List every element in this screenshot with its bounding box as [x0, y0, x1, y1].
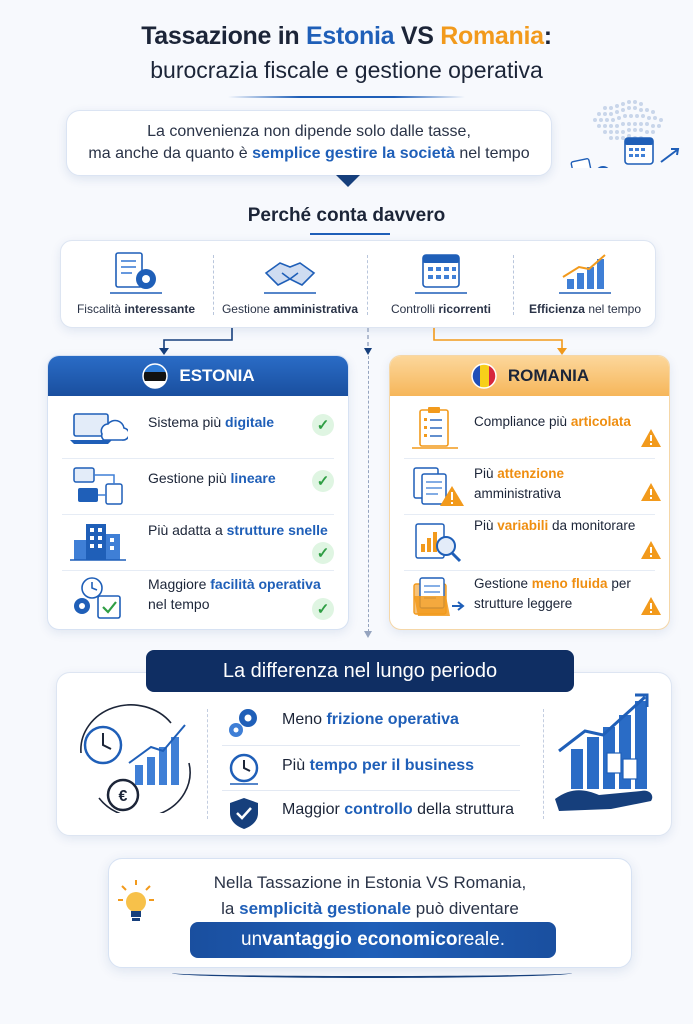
check-icon: ✓ — [312, 470, 334, 492]
romania-text-articolata — [474, 412, 649, 432]
why-label-controlli — [369, 302, 513, 316]
intro-line-2 — [67, 143, 551, 165]
center-arrow-icon — [363, 630, 373, 640]
why-label-bold: ricorrenti — [438, 302, 492, 316]
romania-header-label: ROMANIA — [507, 366, 590, 385]
connector-arrows — [0, 328, 693, 358]
warning-icon — [640, 596, 662, 616]
romania-row-attenzione — [390, 458, 669, 514]
row-prefix: Più adatta a — [148, 522, 227, 538]
romania-text-variabili — [474, 516, 649, 536]
romania-header — [390, 356, 669, 396]
row-suffix: da monitorare — [548, 518, 636, 533]
estonia-text-lineare — [148, 468, 338, 488]
title-divider — [228, 96, 465, 98]
why-item-controlli — [369, 241, 513, 329]
lt-left-divider — [207, 709, 208, 819]
conclusion-line-1: Nella Tassazione in Estonia VS Romania, — [213, 873, 527, 892]
row-highlight: attenzione — [497, 466, 565, 481]
why-separator — [367, 255, 368, 315]
row-prefix: Maggior — [282, 801, 345, 818]
row-highlight: articolata — [570, 414, 631, 429]
row-highlight: lineare — [230, 470, 276, 486]
pill-prefix: un — [241, 929, 263, 950]
row-suffix: nel tempo — [148, 596, 210, 612]
check-icon: ✓ — [312, 598, 334, 620]
clipboard-icon — [408, 404, 468, 452]
why-label-prefix: Fiscalità — [76, 302, 125, 316]
warning-icon — [640, 482, 662, 502]
row-highlight: facilità operativa — [210, 576, 321, 592]
row-suffix: amministrativa — [474, 486, 562, 501]
title-vs: VS — [394, 22, 441, 50]
row-prefix: Più — [282, 757, 310, 774]
clock-icon — [226, 752, 262, 786]
why-item-gestione — [215, 241, 365, 329]
title-line-2: burocrazia fiscale e gestione operativa — [150, 57, 543, 83]
romania-row-variabili — [390, 514, 669, 570]
row-prefix: Maggiore — [148, 576, 211, 592]
workflow-icon — [68, 462, 128, 510]
title-estonia: Estonia — [306, 22, 395, 50]
clock-gear-icon — [68, 574, 128, 622]
row-highlight: controllo — [344, 801, 413, 818]
row-highlight: strutture snelle — [226, 522, 328, 538]
warning-icon — [640, 428, 662, 448]
row-highlight: meno fluida — [531, 576, 608, 591]
conclusion-prefix: la — [221, 899, 240, 918]
document-gear-icon — [104, 249, 168, 297]
row-suffix: della struttura — [412, 801, 515, 818]
conclusion-pill — [190, 922, 556, 958]
warning-icon — [640, 540, 662, 560]
row-highlight: digitale — [225, 414, 275, 430]
estonia-row-digitale — [48, 400, 348, 456]
bubble-pointer — [336, 175, 360, 187]
romania-text-fluida — [474, 574, 649, 614]
why-item-fiscalita — [61, 241, 211, 329]
shield-check-icon — [226, 796, 262, 830]
intro-highlight: semplice gestire la società — [252, 145, 455, 162]
page-title — [0, 22, 693, 84]
row-highlight: tempo per il business — [309, 757, 475, 774]
lt-text-frizione — [282, 711, 459, 729]
row-divider — [222, 745, 520, 746]
lt-row-frizione — [226, 702, 520, 742]
estonia-header — [48, 356, 348, 396]
why-divider — [310, 233, 390, 235]
why-label-bold: amministrativa — [273, 302, 359, 316]
conclusion-highlight: semplicità gestionale — [239, 899, 412, 918]
estonia-text-facilita — [148, 574, 338, 614]
center-dashed-line — [368, 356, 369, 632]
conclusion-line-2 — [109, 899, 631, 919]
why-separator — [213, 255, 214, 315]
hand-growth-chart-icon — [551, 691, 665, 819]
title-romania: Romania — [440, 22, 544, 50]
row-highlight: variabili — [497, 518, 549, 533]
row-prefix: Gestione — [474, 576, 532, 591]
folders-icon — [408, 574, 468, 622]
intro-bubble — [66, 110, 552, 176]
title-colon: : — [543, 22, 552, 50]
row-prefix: Compliance più — [474, 414, 571, 429]
handshake-icon — [258, 249, 322, 297]
laptop-cloud-icon — [68, 404, 128, 452]
lt-right-divider — [543, 709, 544, 819]
building-icon — [68, 518, 128, 566]
romania-row-fluida — [390, 570, 669, 626]
lt-row-controllo — [226, 792, 520, 832]
why-label-efficienza — [513, 302, 657, 316]
estonia-text-digitale — [148, 412, 338, 432]
europe-map-icon — [565, 88, 685, 168]
title-line-1 — [0, 22, 693, 51]
lightbulb-icon — [116, 878, 156, 928]
estonia-row-facilita — [48, 570, 348, 626]
gears-icon — [226, 706, 262, 740]
lt-row-tempo — [226, 748, 520, 788]
magnifier-chart-icon — [408, 518, 468, 566]
lt-text-controllo — [282, 801, 514, 819]
row-prefix: Più — [474, 518, 498, 533]
romania-panel — [389, 355, 670, 630]
why-label-prefix: Controlli — [390, 302, 439, 316]
why-label-fiscalita — [61, 302, 211, 316]
row-prefix: Gestione più — [148, 470, 231, 486]
conclusion-suffix: può diventare — [411, 899, 519, 918]
why-label-suffix: nel tempo — [584, 302, 642, 316]
calendar-icon — [409, 249, 473, 297]
estonia-flag-icon — [141, 362, 169, 390]
row-suffix: per strutture leggere — [474, 576, 631, 611]
why-item-efficienza — [513, 241, 657, 329]
estonia-panel — [47, 355, 349, 630]
documents-warning-icon — [408, 462, 468, 510]
why-label-bold: Efficienza — [528, 302, 585, 316]
estonia-header-label: ESTONIA — [179, 366, 255, 385]
row-prefix: Più — [474, 466, 498, 481]
why-panel — [60, 240, 656, 328]
pill-suffix: reale. — [457, 929, 505, 950]
title-prefix: Tassazione in — [141, 22, 307, 50]
pill-bold: vantaggio economico — [262, 929, 458, 950]
row-prefix: Sistema più — [148, 414, 226, 430]
romania-flag-icon — [470, 362, 498, 390]
estonia-text-snelle — [148, 520, 338, 540]
estonia-row-snelle — [48, 514, 348, 570]
intro-line-1: La convenienza non dipende solo dalle tasse, — [147, 123, 471, 140]
estonia-row-lineare — [48, 458, 348, 514]
lt-text-tempo — [282, 757, 474, 775]
check-icon: ✓ — [312, 542, 334, 564]
intro-line-2-prefix: ma anche da quanto è — [88, 145, 253, 162]
svg-text:€: € — [118, 788, 128, 805]
growth-chart-icon — [553, 249, 617, 297]
why-title: Perché conta davvero — [247, 205, 446, 226]
long-term-title: La differenza nel lungo periodo — [146, 650, 574, 692]
row-divider — [222, 790, 520, 791]
row-highlight: frizione operativa — [326, 711, 459, 728]
why-label-bold: interessante — [124, 302, 196, 316]
clock-euro-cycle-icon — [71, 703, 201, 813]
romania-row-articolata — [390, 400, 669, 456]
conclusion-underline — [172, 968, 572, 978]
check-icon: ✓ — [312, 414, 334, 436]
why-label-prefix: Gestione — [221, 302, 274, 316]
intro-line-2-suffix: nel tempo — [454, 145, 530, 162]
romania-text-attenzione — [474, 464, 649, 504]
row-prefix: Meno — [282, 711, 327, 728]
why-label-gestione — [215, 302, 365, 316]
